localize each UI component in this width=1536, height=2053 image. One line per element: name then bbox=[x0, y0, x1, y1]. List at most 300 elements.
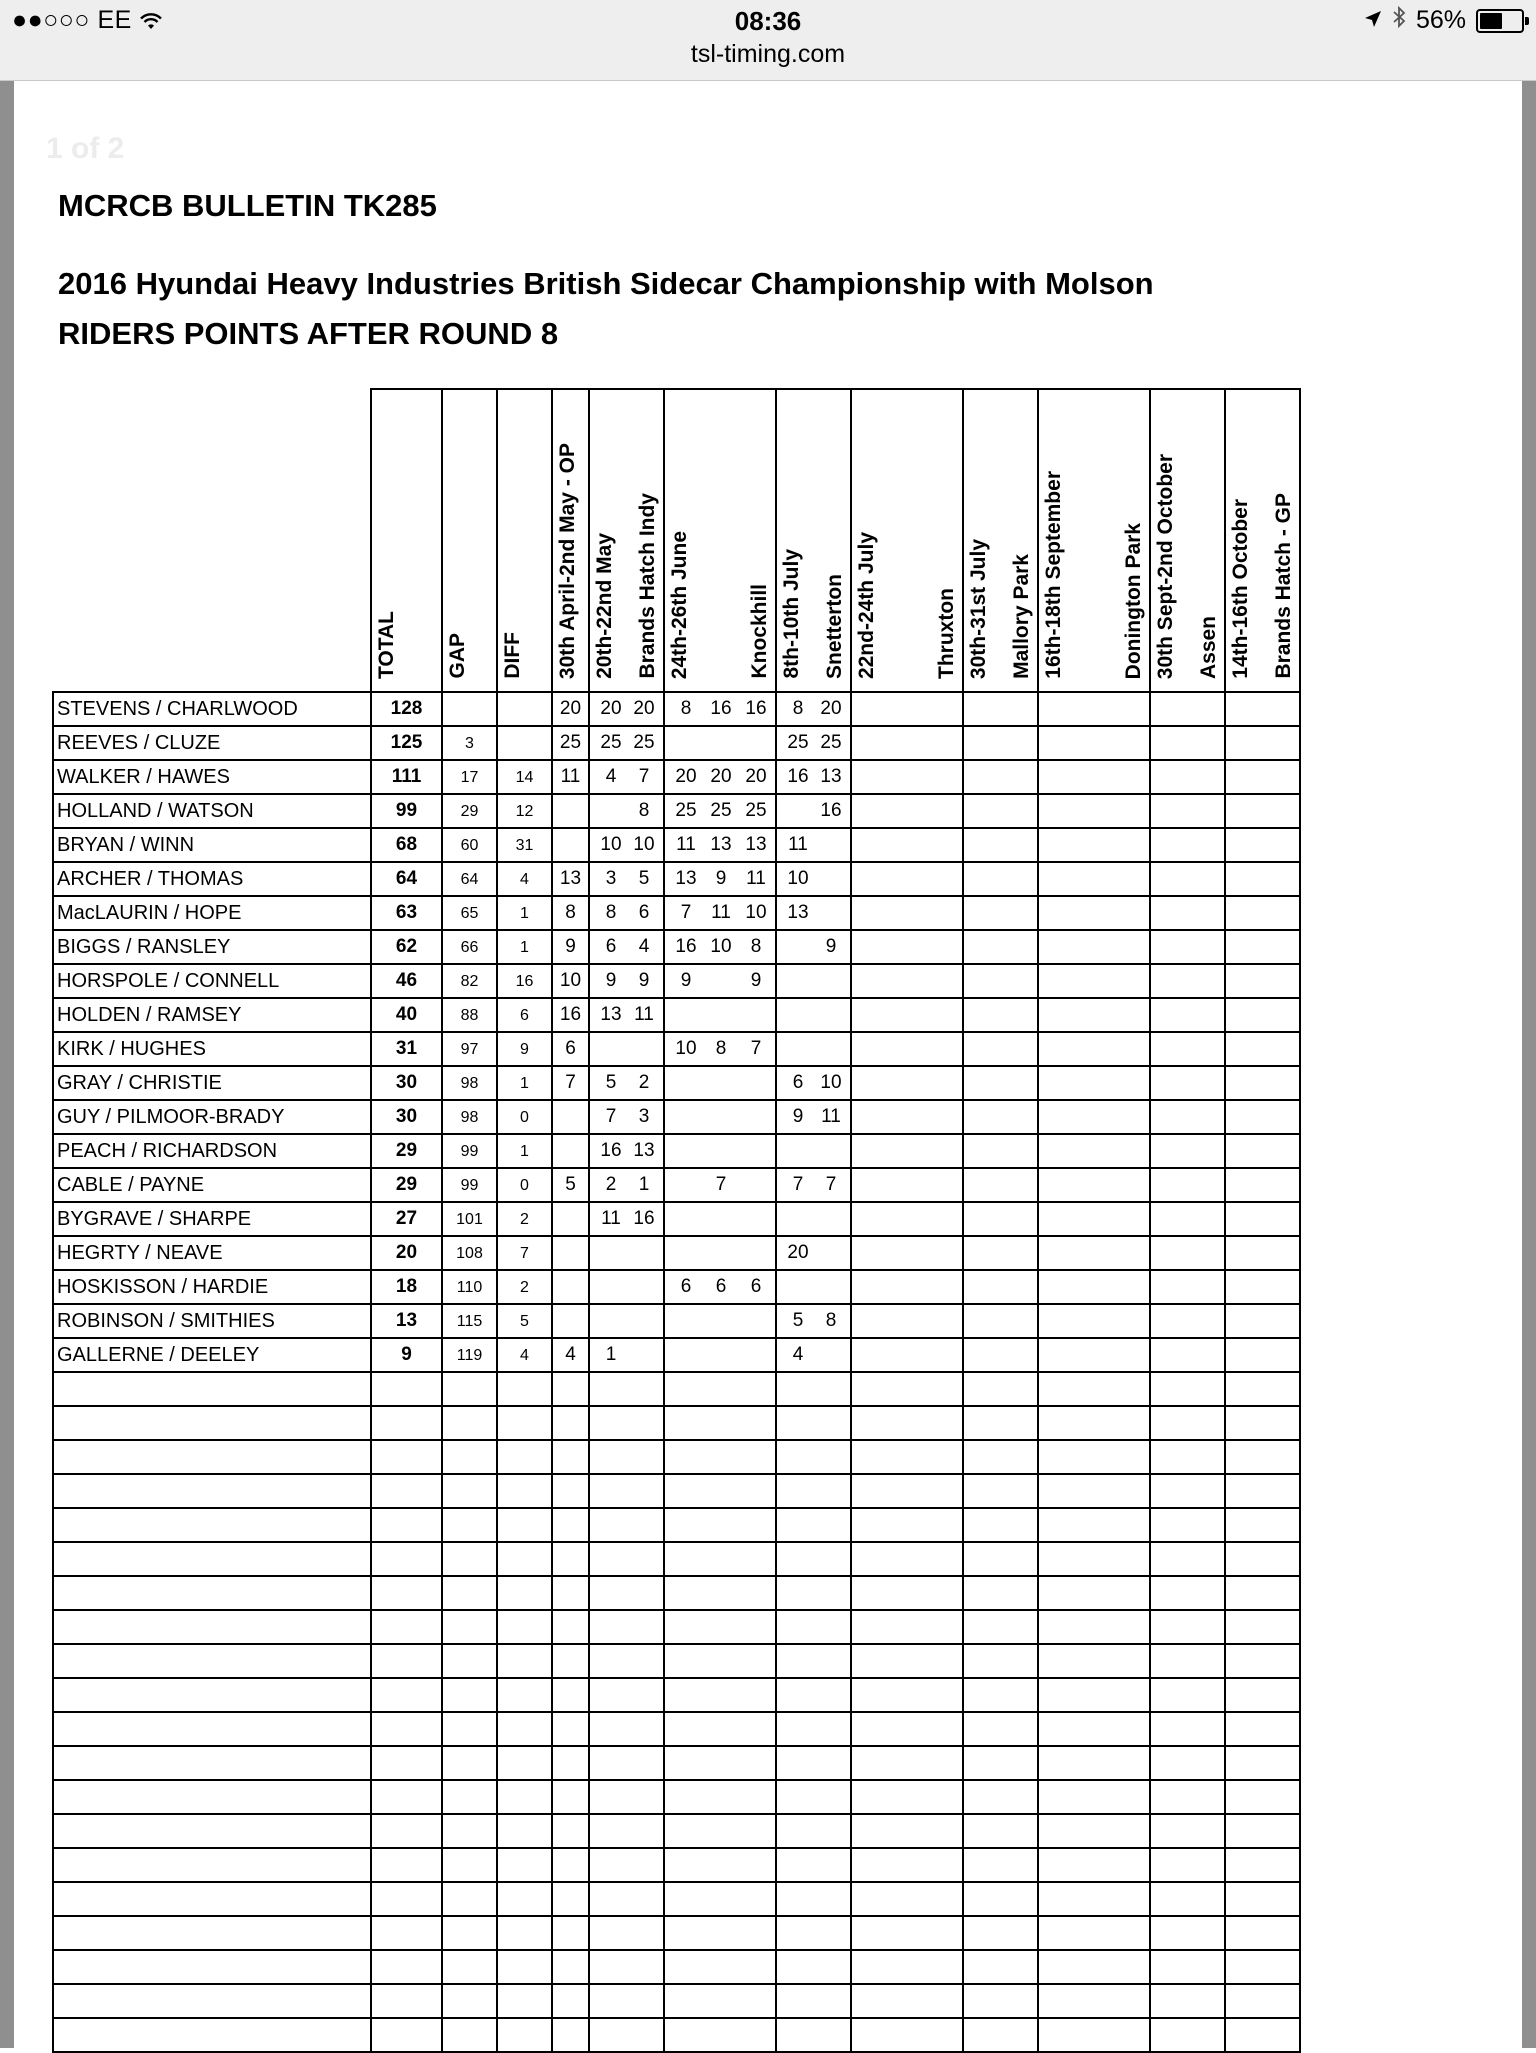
empty-cell bbox=[497, 1406, 552, 1440]
empty-cell bbox=[664, 1440, 776, 1474]
round-points-empty bbox=[851, 726, 963, 760]
empty-cell bbox=[552, 1678, 589, 1712]
empty-cell bbox=[53, 1848, 371, 1882]
empty-cell bbox=[442, 1508, 497, 1542]
empty-cell bbox=[1150, 1576, 1225, 1610]
championship-title: 2016 Hyundai Heavy Industries British Sidecar Championship with Molson bbox=[58, 266, 1154, 301]
empty-cell bbox=[963, 1916, 1038, 1950]
round-points-empty bbox=[963, 964, 1038, 998]
total-points: 63 bbox=[371, 896, 442, 930]
race-points: 5 bbox=[605, 1072, 617, 1093]
empty-cell bbox=[1150, 1610, 1225, 1644]
rider-pair-name: HOLDEN / RAMSEY bbox=[53, 998, 371, 1032]
header-round-3 bbox=[664, 389, 776, 692]
gap-value: 60 bbox=[442, 828, 497, 862]
empty-cell bbox=[664, 1406, 776, 1440]
empty-cell bbox=[1150, 1916, 1225, 1950]
empty-cell bbox=[664, 1848, 776, 1882]
race-points: 10 bbox=[820, 1072, 842, 1093]
race-points: 20 bbox=[787, 1242, 809, 1263]
race-points: 13 bbox=[710, 834, 732, 855]
race-points: 8 bbox=[638, 800, 650, 821]
empty-cell bbox=[589, 1474, 664, 1508]
empty-cell bbox=[53, 1610, 371, 1644]
race-points: 9 bbox=[750, 970, 762, 991]
round-points-empty bbox=[1225, 1100, 1300, 1134]
empty-cell bbox=[371, 1848, 442, 1882]
rider-pair-name: REEVES / CLUZE bbox=[53, 726, 371, 760]
address-bar-url[interactable]: tsl-timing.com bbox=[690, 40, 846, 68]
round-points-r3 bbox=[664, 1100, 776, 1134]
race-points: 6 bbox=[680, 1276, 692, 1297]
empty-cell bbox=[1225, 1848, 1300, 1882]
header-round-2 bbox=[589, 389, 664, 692]
empty-cell bbox=[1038, 1644, 1150, 1678]
points-subtitle: RIDERS POINTS AFTER ROUND 8 bbox=[58, 316, 559, 351]
empty-cell bbox=[442, 1678, 497, 1712]
empty-cell bbox=[371, 1508, 442, 1542]
race-points: 25 bbox=[745, 800, 767, 821]
empty-cell bbox=[1225, 1916, 1300, 1950]
table-row bbox=[53, 828, 1300, 862]
round-points-empty bbox=[1038, 760, 1150, 794]
gap-value: 66 bbox=[442, 930, 497, 964]
header-round-8-line-2: Assen bbox=[1197, 615, 1220, 679]
empty-cell bbox=[371, 1644, 442, 1678]
header-corner bbox=[53, 389, 371, 692]
round-points-empty bbox=[1038, 998, 1150, 1032]
race-points: 11 bbox=[788, 834, 808, 855]
race-points: 16 bbox=[820, 800, 842, 821]
header-round-3-line-1: 24th-26th June bbox=[668, 530, 691, 679]
round-points-empty bbox=[1150, 896, 1225, 930]
empty-cell bbox=[1150, 1474, 1225, 1508]
table-row-empty bbox=[53, 1508, 1300, 1542]
round-points-empty bbox=[963, 828, 1038, 862]
header-round-9-line-2: Brands Hatch - GP bbox=[1272, 493, 1295, 679]
race-points: 9 bbox=[605, 970, 617, 991]
round-points-empty bbox=[1225, 1032, 1300, 1066]
race-points: 16 bbox=[745, 698, 767, 719]
empty-cell bbox=[497, 1780, 552, 1814]
empty-cell bbox=[53, 1508, 371, 1542]
round-points-r1 bbox=[552, 930, 589, 964]
empty-cell bbox=[497, 1848, 552, 1882]
race-points: 11 bbox=[560, 766, 581, 787]
empty-cell bbox=[1038, 2018, 1150, 2052]
empty-cell bbox=[664, 1712, 776, 1746]
empty-cell bbox=[851, 1848, 963, 1882]
total-points: 40 bbox=[371, 998, 442, 1032]
round-points-empty bbox=[851, 862, 963, 896]
empty-cell bbox=[442, 2018, 497, 2052]
round-points-empty bbox=[1150, 862, 1225, 896]
round-points-empty bbox=[963, 726, 1038, 760]
round-points-r4 bbox=[776, 1304, 851, 1338]
round-points-empty bbox=[963, 862, 1038, 896]
round-points-empty bbox=[1038, 828, 1150, 862]
rider-pair-name: ARCHER / THOMAS bbox=[53, 862, 371, 896]
round-points-empty bbox=[1225, 1270, 1300, 1304]
empty-cell bbox=[552, 2018, 589, 2052]
empty-cell bbox=[1225, 2018, 1300, 2052]
round-points-empty bbox=[1225, 1202, 1300, 1236]
empty-cell bbox=[664, 1678, 776, 1712]
page-gutter-right bbox=[1522, 81, 1536, 2048]
diff-value: 1 bbox=[497, 1134, 552, 1168]
battery-tip bbox=[1525, 17, 1529, 25]
empty-cell bbox=[1150, 1814, 1225, 1848]
header-round-8 bbox=[1150, 389, 1225, 692]
round-points-empty bbox=[1150, 726, 1225, 760]
race-points: 1 bbox=[605, 1344, 617, 1365]
diff-value: 4 bbox=[497, 862, 552, 896]
round-points-r2 bbox=[589, 1304, 664, 1338]
round-points-empty bbox=[1150, 1066, 1225, 1100]
round-points-r2 bbox=[589, 1168, 664, 1202]
empty-cell bbox=[851, 1984, 963, 2018]
race-points bbox=[633, 1344, 655, 1366]
round-points-r3 bbox=[664, 1134, 776, 1168]
empty-cell bbox=[1225, 1372, 1300, 1406]
round-points-empty bbox=[963, 692, 1038, 726]
round-points-empty bbox=[963, 1202, 1038, 1236]
battery-icon bbox=[1476, 9, 1524, 33]
empty-cell bbox=[552, 1372, 589, 1406]
empty-cell bbox=[1225, 1712, 1300, 1746]
empty-cell bbox=[442, 1440, 497, 1474]
empty-cell bbox=[664, 1916, 776, 1950]
empty-cell bbox=[442, 1712, 497, 1746]
race-points: 5 bbox=[792, 1310, 804, 1331]
header-round-4-line-2: Snetterton bbox=[823, 574, 846, 679]
empty-cell bbox=[442, 1610, 497, 1644]
empty-cell bbox=[963, 1882, 1038, 1916]
empty-cell bbox=[776, 1576, 851, 1610]
rider-pair-name: MacLAURIN / HOPE bbox=[53, 896, 371, 930]
empty-cell bbox=[851, 1372, 963, 1406]
empty-cell bbox=[1038, 1814, 1150, 1848]
race-points: 25 bbox=[675, 800, 697, 821]
empty-cell bbox=[589, 1508, 664, 1542]
clock-time: 08:36 bbox=[734, 6, 802, 36]
total-points: 13 bbox=[371, 1304, 442, 1338]
round-points-r2 bbox=[589, 1134, 664, 1168]
empty-cell bbox=[963, 1542, 1038, 1576]
round-points-r4 bbox=[776, 1066, 851, 1100]
race-points: 16 bbox=[633, 1208, 655, 1229]
empty-cell bbox=[589, 1882, 664, 1916]
race-points bbox=[820, 902, 842, 924]
empty-cell bbox=[664, 1780, 776, 1814]
diff-value: 7 bbox=[497, 1236, 552, 1270]
empty-cell bbox=[552, 1610, 589, 1644]
round-points-empty bbox=[963, 1236, 1038, 1270]
rider-pair-name: HOLLAND / WATSON bbox=[53, 794, 371, 828]
empty-cell bbox=[1225, 1406, 1300, 1440]
empty-cell bbox=[53, 1950, 371, 1984]
empty-cell bbox=[371, 1950, 442, 1984]
rider-pair-name: GRAY / CHRISTIE bbox=[53, 1066, 371, 1100]
race-points: 10 bbox=[745, 902, 767, 923]
race-points: 13 bbox=[787, 902, 809, 923]
round-points-empty bbox=[851, 1304, 963, 1338]
round-points-r3 bbox=[664, 1338, 776, 1372]
round-points-empty bbox=[963, 1134, 1038, 1168]
table-row bbox=[53, 896, 1300, 930]
table-row bbox=[53, 862, 1300, 896]
empty-cell bbox=[1038, 1542, 1150, 1576]
race-points: 6 bbox=[605, 936, 617, 957]
empty-cell bbox=[776, 2018, 851, 2052]
round-points-empty bbox=[963, 1100, 1038, 1134]
empty-cell bbox=[552, 1406, 589, 1440]
race-points: 7 bbox=[565, 1072, 576, 1093]
race-points: 4 bbox=[605, 766, 617, 787]
empty-cell bbox=[851, 1814, 963, 1848]
total-points: 31 bbox=[371, 1032, 442, 1066]
race-points: 16 bbox=[675, 936, 697, 957]
empty-cell bbox=[53, 2018, 371, 2052]
empty-cell bbox=[497, 1440, 552, 1474]
round-points-empty bbox=[1225, 1236, 1300, 1270]
empty-cell bbox=[1038, 1406, 1150, 1440]
empty-cell bbox=[371, 1440, 442, 1474]
race-points: 9 bbox=[792, 1106, 804, 1127]
round-points-r1 bbox=[552, 1270, 589, 1304]
round-points-empty bbox=[1225, 828, 1300, 862]
round-points-empty bbox=[1150, 1032, 1225, 1066]
empty-cell bbox=[497, 1474, 552, 1508]
empty-cell bbox=[1225, 1610, 1300, 1644]
rider-pair-name: PEACH / RICHARDSON bbox=[53, 1134, 371, 1168]
total-points: 29 bbox=[371, 1168, 442, 1202]
carrier-name: EE bbox=[97, 6, 132, 34]
round-points-empty bbox=[963, 760, 1038, 794]
empty-cell bbox=[497, 1508, 552, 1542]
round-points-r2 bbox=[589, 1202, 664, 1236]
empty-cell bbox=[442, 1576, 497, 1610]
empty-cell bbox=[589, 1440, 664, 1474]
round-points-empty bbox=[1225, 1168, 1300, 1202]
diff-value: 4 bbox=[497, 1338, 552, 1372]
table-row-empty bbox=[53, 1406, 1300, 1440]
empty-cell bbox=[1150, 1712, 1225, 1746]
empty-cell bbox=[963, 1508, 1038, 1542]
round-points-empty bbox=[851, 1032, 963, 1066]
total-points: 68 bbox=[371, 828, 442, 862]
race-points: 20 bbox=[559, 698, 582, 719]
empty-cell bbox=[851, 1882, 963, 1916]
table-row-empty bbox=[53, 2018, 1300, 2052]
empty-cell bbox=[1038, 1474, 1150, 1508]
empty-cell bbox=[497, 1814, 552, 1848]
race-points: 16 bbox=[710, 698, 732, 719]
round-points-empty bbox=[1038, 1338, 1150, 1372]
empty-cell bbox=[1150, 1372, 1225, 1406]
empty-cell bbox=[664, 1576, 776, 1610]
bulletin-number: MCRCB BULLETIN TK285 bbox=[58, 188, 437, 223]
empty-cell bbox=[552, 1474, 589, 1508]
empty-cell bbox=[497, 1372, 552, 1406]
empty-cell bbox=[53, 1678, 371, 1712]
empty-cell bbox=[552, 1712, 589, 1746]
rider-pair-name: KIRK / HUGHES bbox=[53, 1032, 371, 1066]
race-points: 7 bbox=[715, 1174, 727, 1195]
location-arrow-icon bbox=[1364, 6, 1382, 35]
empty-cell bbox=[1038, 1746, 1150, 1780]
race-points bbox=[820, 1344, 842, 1366]
round-points-r2 bbox=[589, 692, 664, 726]
round-points-empty bbox=[851, 1338, 963, 1372]
empty-cell bbox=[664, 1372, 776, 1406]
round-points-empty bbox=[963, 998, 1038, 1032]
table-row-empty bbox=[53, 1746, 1300, 1780]
empty-cell bbox=[1225, 1814, 1300, 1848]
battery-level-fill bbox=[1480, 13, 1502, 29]
race-points: 7 bbox=[605, 1106, 617, 1127]
race-points: 9 bbox=[638, 970, 650, 991]
race-points: 4 bbox=[565, 1344, 576, 1365]
rider-pair-name: BIGGS / RANSLEY bbox=[53, 930, 371, 964]
empty-cell bbox=[776, 1440, 851, 1474]
empty-cell bbox=[589, 1746, 664, 1780]
round-points-r3 bbox=[664, 964, 776, 998]
empty-cell bbox=[963, 1984, 1038, 2018]
empty-cell bbox=[1150, 2018, 1225, 2052]
empty-cell bbox=[776, 1746, 851, 1780]
round-points-empty bbox=[1150, 1338, 1225, 1372]
empty-cell bbox=[1150, 1542, 1225, 1576]
round-points-empty bbox=[963, 930, 1038, 964]
race-points: 7 bbox=[638, 766, 650, 787]
empty-cell bbox=[589, 1644, 664, 1678]
empty-cell bbox=[851, 1950, 963, 1984]
table-row bbox=[53, 1304, 1300, 1338]
table-row bbox=[53, 1168, 1300, 1202]
gap-value: 17 bbox=[442, 760, 497, 794]
gap-value: 108 bbox=[442, 1236, 497, 1270]
race-points: 20 bbox=[600, 698, 622, 719]
race-points: 25 bbox=[633, 732, 655, 753]
empty-cell bbox=[552, 1780, 589, 1814]
empty-cell bbox=[851, 1746, 963, 1780]
round-points-empty bbox=[851, 1236, 963, 1270]
table-row bbox=[53, 1202, 1300, 1236]
empty-cell bbox=[963, 1474, 1038, 1508]
empty-cell bbox=[664, 2018, 776, 2052]
total-points: 9 bbox=[371, 1338, 442, 1372]
race-points: 13 bbox=[745, 834, 767, 855]
gap-value: 119 bbox=[442, 1338, 497, 1372]
empty-cell bbox=[552, 1644, 589, 1678]
race-points: 6 bbox=[565, 1038, 576, 1059]
round-points-r3 bbox=[664, 862, 776, 896]
round-points-empty bbox=[1150, 794, 1225, 828]
round-points-empty bbox=[1038, 1066, 1150, 1100]
rider-pair-name: GUY / PILMOOR-BRADY bbox=[53, 1100, 371, 1134]
header-round-7 bbox=[1038, 389, 1150, 692]
round-points-empty bbox=[1225, 930, 1300, 964]
empty-cell bbox=[371, 1372, 442, 1406]
table-row-empty bbox=[53, 1814, 1300, 1848]
empty-cell bbox=[1225, 1576, 1300, 1610]
empty-cell bbox=[776, 1406, 851, 1440]
round-points-empty bbox=[851, 1168, 963, 1202]
race-points: 2 bbox=[605, 1174, 617, 1195]
round-points-r1 bbox=[552, 1338, 589, 1372]
race-points bbox=[820, 1242, 842, 1264]
total-points: 29 bbox=[371, 1134, 442, 1168]
empty-cell bbox=[963, 1644, 1038, 1678]
round-points-empty bbox=[1225, 862, 1300, 896]
round-points-r4 bbox=[776, 1100, 851, 1134]
header-round-9-line-1: 14th-16th October bbox=[1229, 499, 1252, 679]
race-points: 6 bbox=[750, 1276, 762, 1297]
header-round-4-line-1: 8th-10th July bbox=[780, 549, 803, 679]
empty-cell bbox=[963, 1372, 1038, 1406]
race-points: 2 bbox=[638, 1072, 650, 1093]
total-points: 30 bbox=[371, 1100, 442, 1134]
empty-cell bbox=[442, 1780, 497, 1814]
empty-cell bbox=[963, 1712, 1038, 1746]
empty-cell bbox=[552, 1576, 589, 1610]
table-row bbox=[53, 1270, 1300, 1304]
round-points-r3 bbox=[664, 1168, 776, 1202]
empty-cell bbox=[497, 1950, 552, 1984]
total-points: 62 bbox=[371, 930, 442, 964]
empty-cell bbox=[851, 1916, 963, 1950]
empty-cell bbox=[442, 1814, 497, 1848]
header-round-7-line-2: Donington Park bbox=[1122, 522, 1145, 679]
diff-value bbox=[497, 692, 552, 726]
round-points-r2 bbox=[589, 998, 664, 1032]
race-points: 25 bbox=[600, 732, 622, 753]
empty-cell bbox=[1150, 1984, 1225, 2018]
race-points: 25 bbox=[820, 732, 842, 753]
round-points-r4 bbox=[776, 1134, 851, 1168]
round-points-empty bbox=[1038, 1100, 1150, 1134]
round-points-r1 bbox=[552, 726, 589, 760]
empty-cell bbox=[589, 1848, 664, 1882]
empty-cell bbox=[776, 1882, 851, 1916]
empty-cell bbox=[664, 1746, 776, 1780]
round-points-r1 bbox=[552, 1066, 589, 1100]
table-row bbox=[53, 930, 1300, 964]
round-points-empty bbox=[851, 896, 963, 930]
empty-cell bbox=[552, 1746, 589, 1780]
empty-cell bbox=[776, 1984, 851, 2018]
round-points-r2 bbox=[589, 1100, 664, 1134]
round-points-r3 bbox=[664, 1270, 776, 1304]
table-row bbox=[53, 1338, 1300, 1372]
status-right bbox=[1364, 6, 1524, 35]
empty-cell bbox=[851, 1678, 963, 1712]
round-points-empty bbox=[1150, 964, 1225, 998]
rider-pair-name: GALLERNE / DEELEY bbox=[53, 1338, 371, 1372]
round-points-r3 bbox=[664, 1236, 776, 1270]
empty-cell bbox=[664, 1644, 776, 1678]
empty-cell bbox=[963, 1746, 1038, 1780]
round-points-r1 bbox=[552, 1168, 589, 1202]
round-points-r2 bbox=[589, 760, 664, 794]
empty-cell bbox=[589, 1950, 664, 1984]
battery-percent: 56% bbox=[1415, 6, 1466, 34]
empty-cell bbox=[1225, 1678, 1300, 1712]
round-points-empty bbox=[1225, 964, 1300, 998]
empty-cell bbox=[776, 1372, 851, 1406]
diff-value bbox=[497, 726, 552, 760]
